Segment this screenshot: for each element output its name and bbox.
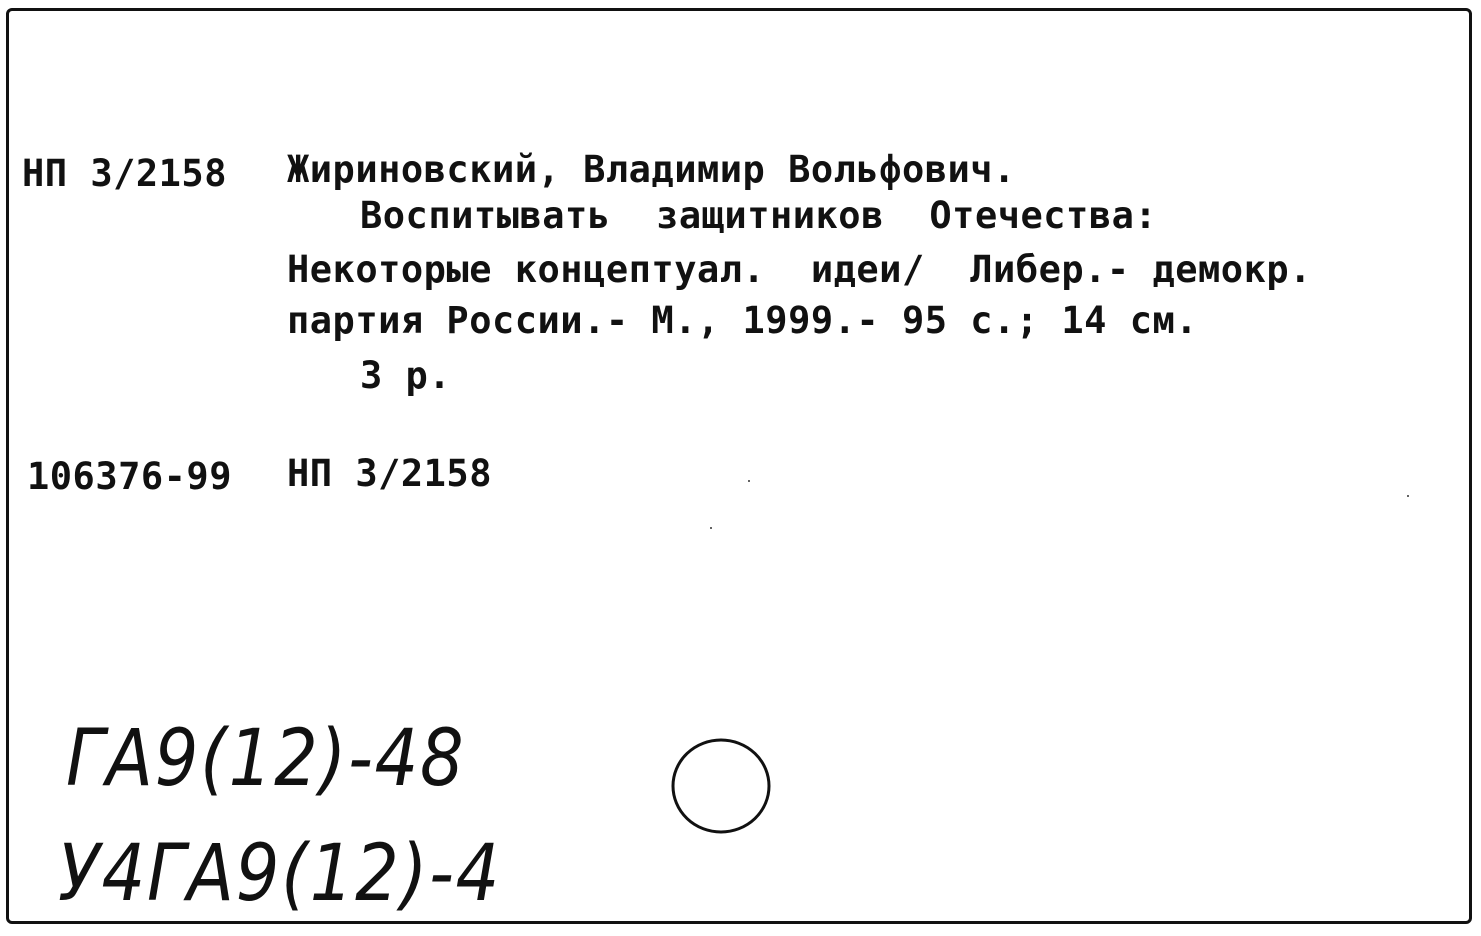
shelf-mark-repeat: НП 3/2158	[287, 452, 492, 495]
price: 3 р.	[360, 354, 452, 397]
paper-speck	[748, 480, 750, 482]
shelf-mark: НП 3/2158	[22, 152, 227, 195]
accession-number: 106376-99	[27, 455, 232, 498]
title-line-1: Воспитывать защитников Отечества:	[360, 194, 1158, 237]
paper-speck	[1407, 495, 1409, 497]
title-line-2: Некоторые концептуал. идеи/ Либер.- демокр.	[287, 248, 1312, 291]
paper-speck	[710, 527, 712, 529]
publication-line: партия России.- М., 1999.- 95 с.; 14 см.	[287, 299, 1199, 342]
handwritten-classification-1: ГА9(12)-48	[66, 714, 466, 804]
author-heading: Жириновский, Владимир Вольфович.	[287, 148, 1016, 191]
handwritten-classification-2: У4ГА9(12)-4	[58, 829, 502, 919]
punch-hole-icon	[668, 735, 778, 839]
